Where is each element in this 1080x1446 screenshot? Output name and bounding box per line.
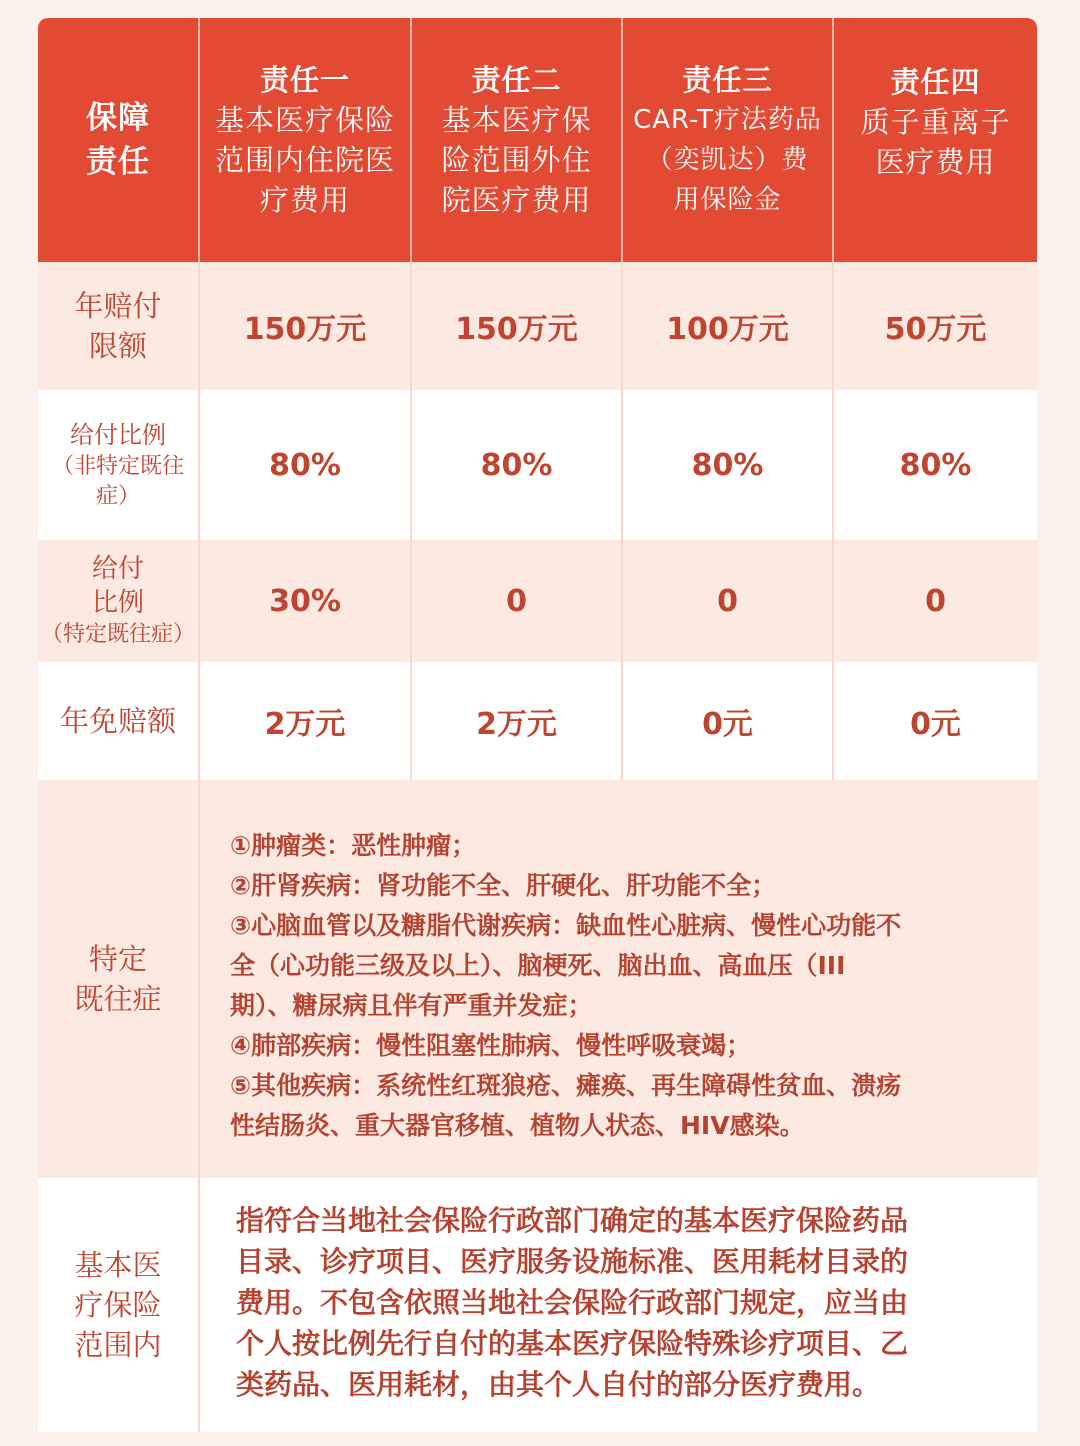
- row-label: 给付比例 （非特定既往症）: [38, 390, 198, 540]
- row-payout-non-preexisting: [38, 390, 1037, 540]
- value-cell: 150万元: [455, 312, 578, 347]
- value-cell: 0元: [910, 707, 961, 742]
- divider: [198, 18, 200, 262]
- value-cell: 30%: [269, 583, 341, 619]
- row-label: 给付 比例 （特定既往症）: [38, 540, 198, 662]
- value-cell: 80%: [269, 447, 341, 483]
- value-cell: 80%: [691, 447, 764, 483]
- value-cell: 80%: [480, 447, 553, 483]
- coverage-table: [38, 18, 1037, 1432]
- scope-description: 指符合当地社会保险行政部门确定的基本医疗保险药品 目录、诊疗项目、医疗服务设施标准、医用耗材目录的 费用。不包含依照当地社会保险行政部门规定，应当由 个人按比例先行自付的基本医疗保险特殊诊疗项目、乙 类药品、医用耗材，由其个人自付的部分医疗费用。: [236, 1204, 909, 1401]
- value-cell: 0: [506, 583, 527, 619]
- divider: [410, 18, 412, 262]
- row-preexisting-conditions: [38, 780, 1037, 1178]
- value-cell: 100万元: [666, 312, 789, 347]
- list-item: ④肺部疾病：慢性阻塞性肺病、慢性呼吸衰竭；: [230, 1031, 752, 1060]
- row-scope: [38, 1178, 1037, 1432]
- row-deductible: [38, 662, 1037, 780]
- list-item: ②肝肾疾病：肾功能不全、肝硬化、肝功能不全；: [230, 871, 777, 900]
- preexisting-list: [230, 826, 901, 1146]
- row-label: 特定 既往症: [74, 942, 162, 1016]
- value-cell: 2万元: [264, 707, 346, 742]
- row-label: 基本医 疗保险 范围内: [74, 1248, 162, 1362]
- header-corner: 保障 责任: [86, 100, 150, 180]
- header-col-4: 责任四 质子重离子 医疗费用: [860, 65, 1011, 179]
- list-item: ③心脑血管以及糖脂代谢疾病：缺血性心脏病、慢性心功能不: [230, 911, 902, 940]
- header-col-1: 责任一 基本医疗保险 范围内住院医 疗费用: [214, 63, 395, 217]
- divider: [832, 18, 834, 262]
- list-item: ①肿瘤类：恶性肿瘤；: [230, 831, 477, 860]
- list-item: 全（心功能三级及以上）、脑梗死、脑出血、高血压（III: [230, 951, 846, 980]
- row-annual-limit: [38, 262, 1037, 390]
- value-cell: 0元: [702, 707, 753, 742]
- header-col-3: 责任三 CAR-T疗法药品 （奕凯达）费 用保险金: [633, 63, 822, 215]
- row-label: 年免赔额: [59, 704, 176, 738]
- row-label: 年赔付 限额: [38, 262, 198, 390]
- table-header: [38, 18, 1037, 262]
- list-item: 性结肠炎、重大器官移植、植物人状态、HIV感染。: [230, 1111, 805, 1140]
- list-item: 期）、糖尿病且伴有严重并发症；: [230, 991, 593, 1020]
- row-payout-preexisting: [38, 540, 1037, 662]
- value-cell: 50万元: [884, 312, 987, 347]
- value-cell: 0: [925, 583, 946, 619]
- value-cell: 80%: [899, 447, 972, 483]
- value-cell: 150万元: [243, 312, 367, 347]
- value-cell: 2万元: [476, 707, 557, 742]
- value-cell: 0: [717, 583, 738, 619]
- header-col-2: 责任二 基本医疗保 险范围外住 院医疗费用: [441, 63, 592, 217]
- list-item: ⑤其他疾病：系统性红斑狼疮、瘫痪、再生障碍性贫血、溃疡: [230, 1071, 902, 1100]
- divider: [621, 18, 623, 262]
